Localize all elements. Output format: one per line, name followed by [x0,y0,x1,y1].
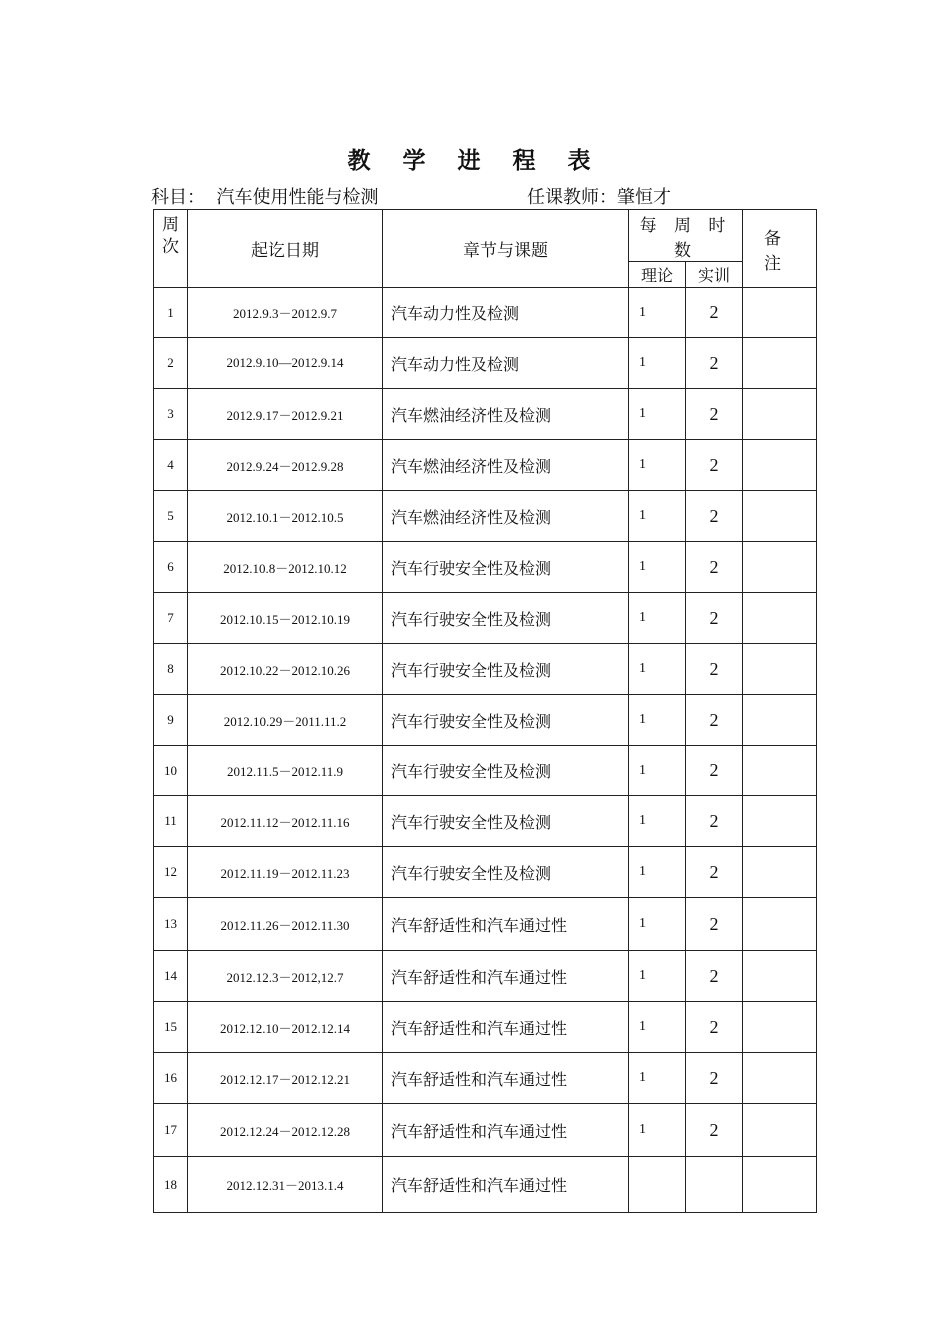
date-cell: 2012.9.10—2012.9.14 [188,338,383,389]
theory-hours-cell: 1 [629,1053,686,1104]
theory-hours-cell: 1 [629,951,686,1002]
topic-cell: 汽车舒适性和汽车通过性 [383,951,629,1002]
theory-hours-cell: 1 [629,389,686,440]
table-row [154,951,817,1002]
theory-hours-cell: 1 [629,644,686,695]
practice-hours-cell: 2 [686,288,743,338]
theory-hours-cell: 1 [629,593,686,644]
theory-hours-cell: 1 [629,440,686,491]
practice-hours-cell: 2 [686,847,743,898]
table-row [154,440,817,491]
remark-cell [743,1002,817,1053]
date-cell: 2012.12.24－2012.12.28 [188,1104,383,1157]
page-title: 教 学 进 程 表 [347,148,603,174]
header-theory: 理论 [629,262,686,288]
practice-hours-cell: 2 [686,898,743,951]
topic-cell: 汽车舒适性和汽车通过性 [383,898,629,951]
theory-hours-cell: 1 [629,542,686,593]
header-practice: 实训 [686,262,743,288]
remark-cell [743,644,817,695]
topic-cell: 汽车燃油经济性及检测 [383,491,629,542]
topic-cell: 汽车行驶安全性及检测 [383,593,629,644]
table-row [154,847,817,898]
practice-hours-cell: 2 [686,440,743,491]
table-row [154,338,817,389]
week-cell: 13 [154,898,188,951]
practice-hours-cell: 2 [686,593,743,644]
practice-hours-cell [686,1157,743,1213]
date-cell: 2012.9.24－2012.9.28 [188,440,383,491]
practice-hours-cell: 2 [686,644,743,695]
remark-cell [743,288,817,338]
week-cell: 18 [154,1157,188,1213]
subject-line: 科目： 汽车使用性能与检测 [151,187,379,208]
topic-cell: 汽车行驶安全性及检测 [383,847,629,898]
table-row [154,1104,817,1157]
topic-cell: 汽车行驶安全性及检测 [383,746,629,796]
week-cell: 4 [154,440,188,491]
date-cell: 2012.11.19－2012.11.23 [188,847,383,898]
practice-hours-cell: 2 [686,1002,743,1053]
date-cell: 2012.10.15－2012.10.19 [188,593,383,644]
header-week: 周 次 [154,210,188,288]
topic-cell: 汽车行驶安全性及检测 [383,644,629,695]
remark-cell [743,1157,817,1213]
date-cell: 2012.10.22－2012.10.26 [188,644,383,695]
teacher-line: 任课教师：肇恒才 [527,187,671,208]
week-cell: 2 [154,338,188,389]
remark-cell [743,389,817,440]
practice-hours-cell: 2 [686,796,743,847]
theory-hours-cell: 1 [629,338,686,389]
theory-hours-cell: 1 [629,847,686,898]
practice-hours-cell: 2 [686,338,743,389]
date-cell: 2012.12.17－2012.12.21 [188,1053,383,1104]
practice-hours-cell: 2 [686,491,743,542]
theory-hours-cell: 1 [629,695,686,746]
date-cell: 2012.11.26－2012.11.30 [188,898,383,951]
week-cell: 7 [154,593,188,644]
topic-cell: 汽车行驶安全性及检测 [383,542,629,593]
table-row [154,491,817,542]
table-row [154,593,817,644]
date-cell: 2012.12.31－2013.1.4 [188,1157,383,1213]
header-remark: 备 注 [743,210,817,288]
remark-cell [743,440,817,491]
remark-cell [743,1053,817,1104]
topic-cell: 汽车动力性及检测 [383,338,629,389]
remark-cell [743,1104,817,1157]
remark-cell [743,593,817,644]
week-cell: 16 [154,1053,188,1104]
table-body [154,288,817,1213]
week-cell: 15 [154,1002,188,1053]
remark-cell [743,338,817,389]
remark-cell [743,491,817,542]
week-cell: 6 [154,542,188,593]
practice-hours-cell: 2 [686,746,743,796]
week-cell: 5 [154,491,188,542]
topic-cell: 汽车行驶安全性及检测 [383,695,629,746]
theory-hours-cell [629,1157,686,1213]
theory-hours-cell: 1 [629,746,686,796]
date-cell: 2012.9.3－2012.9.7 [188,288,383,338]
remark-cell [743,542,817,593]
schedule-table [153,209,817,1213]
topic-cell: 汽车燃油经济性及检测 [383,440,629,491]
theory-hours-cell: 1 [629,898,686,951]
topic-cell: 汽车舒适性和汽车通过性 [383,1157,629,1213]
table-row [154,1002,817,1053]
practice-hours-cell: 2 [686,1053,743,1104]
remark-cell [743,951,817,1002]
date-cell: 2012.10.8－2012.10.12 [188,542,383,593]
theory-hours-cell: 1 [629,796,686,847]
table-row [154,644,817,695]
week-cell: 12 [154,847,188,898]
week-cell: 17 [154,1104,188,1157]
date-cell: 2012.12.3－2012,12.7 [188,951,383,1002]
remark-cell [743,898,817,951]
remark-cell [743,847,817,898]
week-cell: 11 [154,796,188,847]
week-cell: 8 [154,644,188,695]
table-row [154,542,817,593]
theory-hours-cell: 1 [629,1002,686,1053]
theory-hours-cell: 1 [629,491,686,542]
week-cell: 9 [154,695,188,746]
practice-hours-cell: 2 [686,542,743,593]
table-row [154,796,817,847]
date-cell: 2012.10.29－2011.11.2 [188,695,383,746]
topic-cell: 汽车舒适性和汽车通过性 [383,1053,629,1104]
practice-hours-cell: 2 [686,389,743,440]
date-cell: 2012.11.12－2012.11.16 [188,796,383,847]
remark-cell [743,796,817,847]
date-cell: 2012.10.1－2012.10.5 [188,491,383,542]
date-cell: 2012.9.17－2012.9.21 [188,389,383,440]
topic-cell: 汽车行驶安全性及检测 [383,796,629,847]
table-row [154,389,817,440]
theory-hours-cell: 1 [629,288,686,338]
table-row [154,1157,817,1213]
theory-hours-cell: 1 [629,1104,686,1157]
date-cell: 2012.11.5－2012.11.9 [188,746,383,796]
table-row [154,1053,817,1104]
table-row [154,746,817,796]
week-cell: 3 [154,389,188,440]
week-cell: 10 [154,746,188,796]
table-row [154,695,817,746]
header-weekly-hours: 每 周 时 数 [629,210,743,262]
practice-hours-cell: 2 [686,951,743,1002]
week-cell: 14 [154,951,188,1002]
header-topic: 章节与课题 [383,210,629,288]
practice-hours-cell: 2 [686,1104,743,1157]
table-row [154,898,817,951]
topic-cell: 汽车燃油经济性及检测 [383,389,629,440]
practice-hours-cell: 2 [686,695,743,746]
topic-cell: 汽车舒适性和汽车通过性 [383,1104,629,1157]
remark-cell [743,695,817,746]
remark-cell [743,746,817,796]
table-row [154,288,817,338]
topic-cell: 汽车舒适性和汽车通过性 [383,1002,629,1053]
date-cell: 2012.12.10－2012.12.14 [188,1002,383,1053]
week-cell: 1 [154,288,188,338]
header-date: 起讫日期 [188,210,383,288]
header-row [154,210,817,262]
topic-cell: 汽车动力性及检测 [383,288,629,338]
